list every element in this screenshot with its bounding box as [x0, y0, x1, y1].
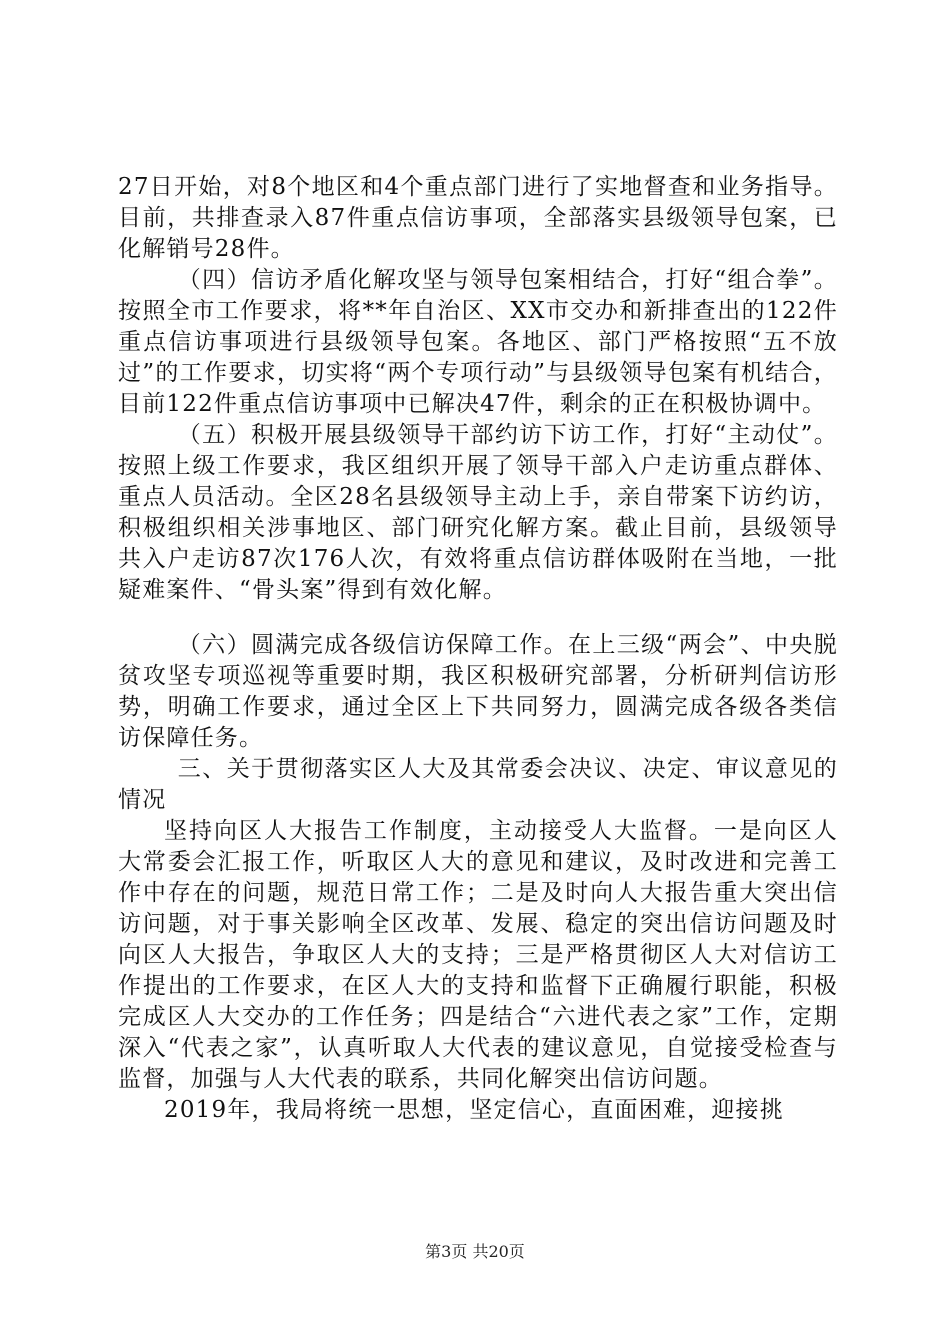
- paragraph-gap: [118, 606, 838, 630]
- paragraph-npc-supervision: 坚持向区人大报告工作制度，主动接受人大监督。一是向区人大常委会汇报工作，听取区人大的意见和建议，及时改进和完善工作中存在的问题，规范日常工作；二是及时向人大报告重大突出信访问题，对于事关影响全区改革、发展、稳定的突出信访问题及时向区人大报告，争取区人大的支持；三是严格贯彻区人大对信访工作提出的工作要求，在区人大的支持和监督下正确履行职能，积极完成区人大交办的工作任务；四是结合“六进代表之家”工作，定期深入“代表之家”，认真听取人大代表的建议意见，自觉接受检查与监督，加强与人大代表的联系，共同化解突出信访问题。: [118, 818, 838, 1092]
- paragraph-section-5: （五）积极开展县级领导干部约访下访工作，打好“主动仗”。按照上级工作要求，我区组织开展了领导干部入户走访重点群体、重点人员活动。全区28名县级领导主动上手，亲自带案下访约访，积极组织相关涉事地区、部门研究化解方案。截止目前，县级领导共入户走访87次176人次，有效将重点信访群体吸附在当地，一批疑难案件、“骨头案”得到有效化解。: [118, 422, 838, 603]
- paragraph-section-6: （六）圆满完成各级信访保障工作。在上三级“两会”、中央脱贫攻坚专项巡视等重要时期，我区积极研究部署，分析研判信访形势，明确工作要求，通过全区上下共同努力，圆满完成各级各类信访保障任务。: [118, 632, 838, 751]
- section-heading-3: 三、关于贯彻落实区人大及其常委会决议、决定、审议意见的情况: [118, 756, 838, 813]
- paragraph-continued: 27日开始，对8个地区和4个重点部门进行了实地督查和业务指导。目前，共排查录入87件重点信访事项，全部落实县级领导包案，已化解销号28件。: [118, 174, 838, 262]
- document-body: [118, 172, 838, 1126]
- paragraph-2019-plan: 2019年，我局将统一思想，坚定信心，直面困难，迎接挑: [164, 1097, 784, 1123]
- page-number-footer: 第3页 共20页: [425, 1242, 525, 1261]
- paragraph-section-4: （四）信访矛盾化解攻坚与领导包案相结合，打好“组合拳”。按照全市工作要求，将**年自治区、XX市交办和新排查出的122件重点信访事项进行县级领导包案。各地区、部门严格按照“五不放过”的工作要求，切实将“两个专项行动”与县级领导包案有机结合，目前122件重点信访事项中已解决47件，剩余的正在积极协调中。: [118, 267, 838, 417]
